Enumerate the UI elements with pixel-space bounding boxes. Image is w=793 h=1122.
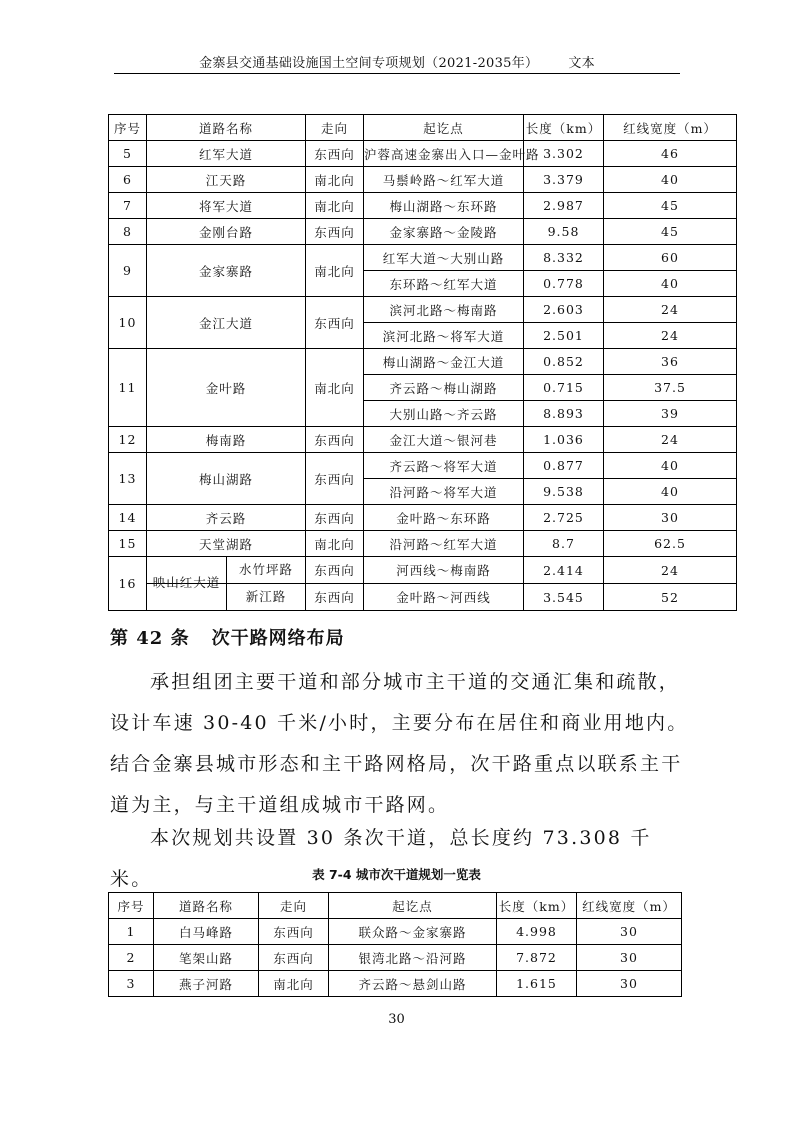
row-number: 6	[109, 167, 147, 193]
road-range: 齐云路～梅山湖路	[364, 375, 524, 401]
road-range: 梅山湖路～东环路	[364, 193, 524, 219]
road-width: 46	[604, 141, 737, 167]
road-direction: 东西向	[306, 427, 364, 453]
header-title: 金寨县交通基础设施国土空间专项规划（2021-2035年）	[199, 56, 539, 71]
table-row	[109, 427, 737, 453]
road-name: 映山红大道	[152, 575, 221, 590]
table-row	[109, 971, 682, 997]
sub-road-name: 新江路	[245, 589, 287, 604]
table-row	[109, 167, 737, 193]
road-direction: 东西向	[306, 505, 364, 531]
table-row	[109, 193, 737, 219]
col-header: 长度（km）	[524, 115, 604, 141]
body-paragraph: 本次规划共设置 30 条次干道，总长度约 73.308 千米。	[110, 827, 652, 890]
section-title	[110, 624, 345, 650]
table-row	[109, 245, 737, 271]
col-header: 序号	[109, 115, 147, 141]
table-row	[109, 557, 737, 584]
road-range: 联众路～金家寨路	[329, 919, 497, 945]
road-width: 24	[604, 557, 737, 584]
road-length: 4.998	[497, 919, 577, 945]
road-width: 40	[604, 479, 737, 505]
header-rule	[114, 73, 680, 74]
table-header-row	[109, 115, 737, 141]
table-caption: 表 7-4 城市次干道规划一览表	[312, 867, 481, 882]
road-direction: 南北向	[306, 349, 364, 427]
road-name: 将军大道	[147, 193, 306, 219]
row-number: 5	[109, 141, 147, 167]
road-length: 0.715	[524, 375, 604, 401]
road-length: 9.538	[524, 479, 604, 505]
road-name: 江天路	[147, 167, 306, 193]
road-length: 3.302	[524, 141, 604, 167]
row-number: 12	[109, 427, 147, 453]
row-number: 7	[109, 193, 147, 219]
road-range: 沪蓉高速金寨出入口—金叶路	[364, 141, 524, 167]
row-number: 15	[109, 531, 147, 557]
row-number: 10	[109, 297, 147, 349]
road-name: 燕子河路	[154, 971, 259, 997]
road-name: 笔架山路	[154, 945, 259, 971]
road-name: 金江大道	[147, 297, 306, 349]
col-header: 道路名称	[147, 115, 306, 141]
road-length: 2.501	[524, 323, 604, 349]
road-name: 齐云路	[147, 505, 306, 531]
road-width: 37.5	[604, 375, 737, 401]
row-number: 11	[109, 349, 147, 427]
road-direction: 东西向	[306, 584, 364, 611]
road-range: 大别山路～齐云路	[364, 401, 524, 427]
road-length: 3.545	[524, 584, 604, 611]
road-length: 3.379	[524, 167, 604, 193]
road-direction: 东西向	[306, 219, 364, 245]
col-header: 起讫点	[329, 893, 497, 919]
road-width: 40	[604, 453, 737, 479]
road-range: 金叶路～东环路	[364, 505, 524, 531]
road-direction: 南北向	[259, 971, 329, 997]
table-row	[109, 141, 737, 167]
row-number: 1	[109, 919, 154, 945]
road-length: 2.414	[524, 557, 604, 584]
col-header: 走向	[259, 893, 329, 919]
col-header: 红线宽度（m）	[577, 893, 682, 919]
col-header: 序号	[109, 893, 154, 919]
road-width: 30	[577, 919, 682, 945]
table-row	[109, 505, 737, 531]
body-paragraph: 承担组团主要干道和部分城市主干道的交通汇集和疏散，设计车速 30-40 千米/小时，主要分布在居住和商业用地内。结合金寨县城市形态和主干路网格局，次干路重点以联系主干道为主，与主干道组成城市干路网。	[110, 671, 689, 816]
road-range: 金叶路～河西线	[364, 584, 524, 611]
road-name: 金家寨路	[147, 245, 306, 297]
section-number: 第 42 条	[110, 628, 190, 649]
table-row	[109, 945, 682, 971]
table-row	[109, 349, 737, 375]
trunk-road-table	[108, 114, 737, 611]
road-direction: 东西向	[306, 141, 364, 167]
road-width: 40	[604, 271, 737, 297]
road-range: 金家寨路～金陵路	[364, 219, 524, 245]
road-width: 36	[604, 349, 737, 375]
road-range: 河西线～梅南路	[364, 557, 524, 584]
row-number: 13	[109, 453, 147, 505]
road-range: 滨河北路～将军大道	[364, 323, 524, 349]
road-name-split	[147, 584, 306, 611]
road-direction: 南北向	[306, 167, 364, 193]
col-header: 长度（km）	[497, 893, 577, 919]
road-width: 39	[604, 401, 737, 427]
road-range: 银湾北路～沿河路	[329, 945, 497, 971]
road-width: 24	[604, 323, 737, 349]
road-direction: 东西向	[306, 557, 364, 584]
section-heading: 次干路网络布局	[211, 628, 345, 649]
road-direction: 东西向	[306, 453, 364, 505]
table-row	[109, 584, 737, 611]
road-direction: 南北向	[306, 531, 364, 557]
road-length: 8.893	[524, 401, 604, 427]
road-range: 马鬃岭路～红军大道	[364, 167, 524, 193]
road-range: 沿河路～红军大道	[364, 531, 524, 557]
road-name: 梅南路	[147, 427, 306, 453]
road-name: 梅山湖路	[147, 453, 306, 505]
road-range: 梅山湖路～金江大道	[364, 349, 524, 375]
table-header-row	[109, 893, 682, 919]
row-number: 9	[109, 245, 147, 297]
road-length: 1.615	[497, 971, 577, 997]
road-direction: 南北向	[306, 245, 364, 297]
row-number: 2	[109, 945, 154, 971]
row-number: 14	[109, 505, 147, 531]
road-length: 2.603	[524, 297, 604, 323]
road-direction: 东西向	[259, 919, 329, 945]
table-row	[109, 919, 682, 945]
road-length: 8.7	[524, 531, 604, 557]
road-name: 天堂湖路	[147, 531, 306, 557]
row-number: 16	[109, 557, 147, 611]
page-number: 30	[388, 1012, 405, 1027]
col-header: 起讫点	[364, 115, 524, 141]
road-width: 30	[577, 971, 682, 997]
road-range: 金江大道～银河巷	[364, 427, 524, 453]
road-direction: 东西向	[259, 945, 329, 971]
road-length: 9.58	[524, 219, 604, 245]
road-range: 齐云路～将军大道	[364, 453, 524, 479]
secondary-road-table	[108, 892, 682, 997]
col-header: 道路名称	[154, 893, 259, 919]
header-suffix: 文本	[568, 56, 595, 71]
road-width: 24	[604, 427, 737, 453]
page-header	[114, 52, 680, 74]
table-row	[109, 297, 737, 323]
road-length: 7.872	[497, 945, 577, 971]
road-name: 红军大道	[147, 141, 306, 167]
row-number: 8	[109, 219, 147, 245]
road-width: 45	[604, 193, 737, 219]
row-number: 3	[109, 971, 154, 997]
road-direction: 南北向	[306, 193, 364, 219]
road-direction: 东西向	[306, 297, 364, 349]
table-row	[109, 219, 737, 245]
table-row	[109, 453, 737, 479]
road-length: 0.778	[524, 271, 604, 297]
road-width: 30	[604, 505, 737, 531]
road-range: 滨河北路～梅南路	[364, 297, 524, 323]
road-width: 45	[604, 219, 737, 245]
road-name: 金刚台路	[147, 219, 306, 245]
road-length: 1.036	[524, 427, 604, 453]
road-name-split	[147, 557, 306, 590]
road-range: 红军大道～大别山路	[364, 245, 524, 271]
col-header: 走向	[306, 115, 364, 141]
road-name: 白马峰路	[154, 919, 259, 945]
road-length: 0.877	[524, 453, 604, 479]
road-width: 30	[577, 945, 682, 971]
road-range: 沿河路～将军大道	[364, 479, 524, 505]
table-row	[109, 531, 737, 557]
road-name: 金叶路	[147, 349, 306, 427]
road-length: 2.987	[524, 193, 604, 219]
road-range: 东环路～红军大道	[364, 271, 524, 297]
road-width: 60	[604, 245, 737, 271]
road-length: 8.332	[524, 245, 604, 271]
road-width: 62.5	[604, 531, 737, 557]
road-range: 齐云路～悬剑山路	[329, 971, 497, 997]
road-length: 0.852	[524, 349, 604, 375]
col-header: 红线宽度（m）	[604, 115, 737, 141]
road-width: 40	[604, 167, 737, 193]
road-width: 52	[604, 584, 737, 611]
sub-road-name: 水竹坪路	[238, 562, 293, 577]
road-length: 2.725	[524, 505, 604, 531]
road-width: 24	[604, 297, 737, 323]
